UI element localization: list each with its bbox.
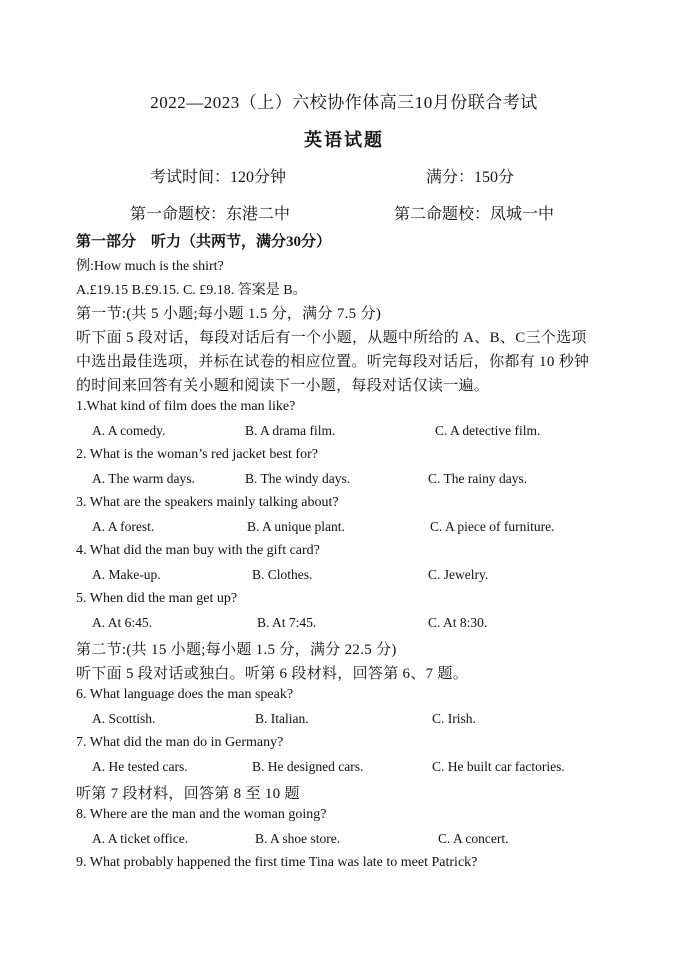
question-7: 7. What did the man do in Germany? bbox=[76, 735, 284, 750]
question-6: 6. What language does the man speak? bbox=[76, 687, 294, 702]
section2-instruction: 听下面 5 段对话或独白。听第 6 段材料，回答第 6、7 题。 bbox=[76, 666, 469, 682]
option-c: C. At 8:30. bbox=[428, 615, 488, 630]
section1-heading: 第一节:(共 5 小题;每小题 1.5 分，满分 7.5 分) bbox=[76, 306, 382, 322]
question-4: 4. What did the man buy with the gift card? bbox=[76, 543, 320, 558]
option-a: A. The warm days. bbox=[92, 471, 195, 486]
school-second: 第二命题校：凤城一中 bbox=[394, 206, 555, 223]
option-c: C. Jewelry. bbox=[428, 567, 489, 582]
option-c: C. A concert. bbox=[438, 831, 509, 846]
section1-instruction: 听下面 5 段对话，每段对话后有一个小题，从题中所给的 A、B、C三个选项 bbox=[76, 330, 587, 346]
option-b: B. A drama film. bbox=[245, 423, 336, 438]
exam-time: 考试时间：120分钟 bbox=[150, 169, 287, 186]
option-c: C. The rainy days. bbox=[428, 471, 528, 486]
option-c: C. A detective film. bbox=[435, 423, 541, 438]
question-9: 9. What probably happened the first time Tina was late to meet Patrick? bbox=[76, 855, 478, 870]
option-b: B. A shoe store. bbox=[255, 831, 341, 846]
option-c: C. Irish. bbox=[432, 711, 476, 726]
option-b: B. At 7:45. bbox=[257, 615, 317, 630]
question-8: 8. Where are the man and the woman going? bbox=[76, 807, 327, 822]
option-a: A. At 6:45. bbox=[92, 615, 153, 630]
option-a: A. Make-up. bbox=[92, 567, 161, 582]
example-answer: A.£19.15 B.£9.15. C. £9.18. 答案是 B。 bbox=[76, 283, 307, 298]
school-first: 第一命题校：东港二中 bbox=[130, 206, 291, 223]
option-b: B. The windy days. bbox=[245, 471, 351, 486]
option-b: B. Italian. bbox=[255, 711, 309, 726]
option-b: B. Clothes. bbox=[252, 567, 313, 582]
section1-instruction: 的时间来回答有关小题和阅读下一小题，每段对话仅读一遍。 bbox=[76, 378, 490, 394]
question-2: 2. What is the woman’s red jacket best for? bbox=[76, 447, 318, 462]
option-a: A. He tested cars. bbox=[92, 759, 188, 774]
option-c: C. He built car factories. bbox=[432, 759, 565, 774]
question-3: 3. What are the speakers mainly talking about? bbox=[76, 495, 339, 510]
option-a: A. Scottish. bbox=[92, 711, 156, 726]
option-a: A. A forest. bbox=[92, 519, 155, 534]
question-1: 1.What kind of film does the man like? bbox=[76, 399, 296, 414]
option-b: B. He designed cars. bbox=[252, 759, 364, 774]
exam-title: 2022—2023（上）六校协作体高三10月份联合考试 bbox=[150, 93, 538, 112]
exam-subject: 英语试题 bbox=[304, 130, 384, 150]
part1-heading: 第一部分 听力（共两节，满分30分） bbox=[76, 234, 332, 250]
section1-instruction: 中选出最佳选项，并标在试卷的相应位置。听完每段对话后，你都有 10 秒钟 bbox=[76, 354, 590, 370]
option-b: B. A unique plant. bbox=[247, 519, 345, 534]
option-c: C. A piece of furniture. bbox=[430, 519, 555, 534]
material-7-instruction: 听第 7 段材料，回答第 8 至 10 题 bbox=[76, 786, 300, 802]
option-a: A. A ticket office. bbox=[92, 831, 189, 846]
option-a: A. A comedy. bbox=[92, 423, 166, 438]
full-score: 满分：150分 bbox=[426, 169, 515, 186]
question-5: 5. When did the man get up? bbox=[76, 591, 238, 606]
section2-heading: 第二节:(共 15 小题;每小题 1.5 分，满分 22.5 分) bbox=[76, 642, 397, 658]
example-question: 例:How much is the shirt? bbox=[76, 259, 224, 274]
